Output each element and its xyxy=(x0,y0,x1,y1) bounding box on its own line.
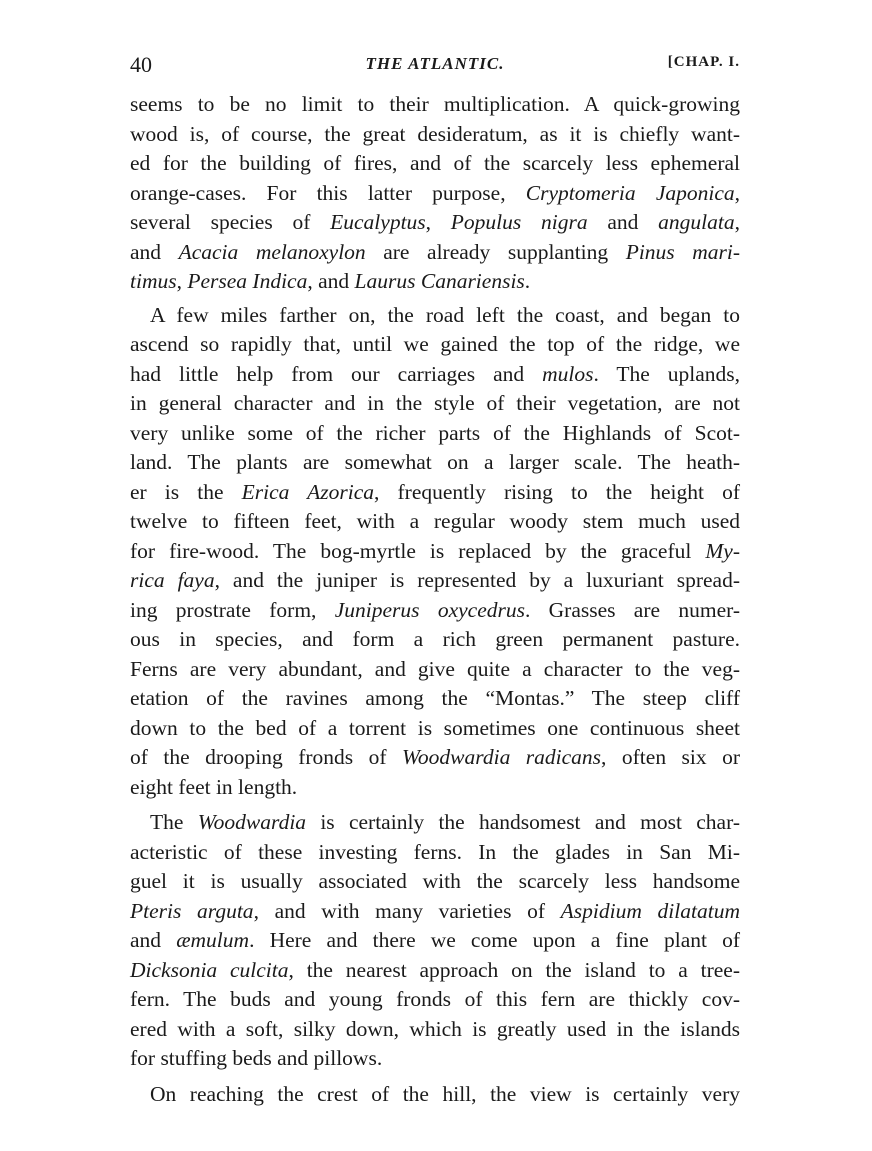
text-line: and Acacia melanoxylon are already supplanting Pinus mari- xyxy=(130,239,740,264)
text-line: guel it is usually associated with the scarcely less handsome xyxy=(130,869,740,893)
text-line: ascend so rapidly that, until we gained the top of the ridge, we xyxy=(130,332,740,356)
text-line: orange-cases. For this latter purpose, Cryptomeria Japonica, xyxy=(130,180,740,205)
text-line: acteristic of these investing ferns. In the glades in San Mi- xyxy=(130,839,740,864)
text-line: down to the bed of a torrent is sometimes one continuous sheet xyxy=(130,715,740,740)
text-line: wood is, of course, the great desideratum, as it is chiefly want- xyxy=(130,121,740,146)
text-line: ed for the building of fires, and of the scarcely less ephemeral xyxy=(130,151,740,175)
text-line: several species of Eucalyptus, Populus nigra and angulata, xyxy=(130,210,740,234)
text-line: seems to be no limit to their multiplication. A quick-growing xyxy=(130,92,740,116)
text-line: eight feet in length. xyxy=(130,774,298,799)
text-line: On reaching the crest of the hill, the view is certainly very xyxy=(150,1081,740,1106)
text-line: and æmulum. Here and there we come upon a fine plant of xyxy=(130,928,741,952)
chapter-marker: [CHAP. I. xyxy=(667,54,740,70)
text-line: Pteris arguta, and with many varieties of Aspidium dilatatum xyxy=(130,898,740,923)
text-line: land. The plants are somewhat on a larger scale. The heath- xyxy=(130,450,740,474)
text-line: ous in species, and form a rich green permanent pasture. xyxy=(130,627,740,651)
text-line: very unlike some of the richer parts of the Highlands of Scot- xyxy=(130,420,740,445)
text-line: of the drooping fronds of Woodwardia radicans, often six or xyxy=(130,745,740,769)
text-line: twelve to fifteen feet, with a regular woody stem much used xyxy=(130,509,740,533)
text-line: Ferns are very abundant, and give quite a character to the veg- xyxy=(130,656,740,681)
text-line: for fire-wood. The bog-myrtle is replaced by the graceful My- xyxy=(130,538,740,563)
running-header xyxy=(130,52,740,80)
page-number: 40 xyxy=(130,52,152,77)
running-title: THE ATLANTIC. xyxy=(365,54,505,73)
text-line: had little help from our carriages and mulos. The uplands, xyxy=(130,361,741,386)
text-line: ing prostrate form, Juniperus oxycedrus. Grasses are numer- xyxy=(130,597,740,622)
text-line: A few miles farther on, the road left the coast, and began to xyxy=(150,302,740,327)
text-line: timus, Persea Indica, and Laurus Canariensis. xyxy=(130,269,531,293)
paragraph-2 xyxy=(130,301,740,803)
text-line: Dicksonia culcita, the nearest approach on the island to a tree- xyxy=(130,957,741,982)
text-line: er is the Erica Azorica, frequently rising to the height of xyxy=(130,479,741,504)
body-text xyxy=(130,90,740,1109)
text-line: in general character and in the style of their vegetation, are not xyxy=(130,391,740,415)
text-line: The Woodwardia is certainly the handsomest and most char- xyxy=(150,810,740,834)
paragraph-3 xyxy=(130,808,740,1074)
paragraph-4 xyxy=(130,1080,740,1110)
text-line: ered with a soft, silky down, which is greatly used in the islands xyxy=(130,1016,740,1041)
paragraph-1 xyxy=(130,90,740,297)
text-line: for stuffing beds and pillows. xyxy=(130,1046,383,1070)
text-line: etation of the ravines among the “Montas.” The steep cliff xyxy=(130,686,740,710)
text-line: rica faya, and the juniper is represented by a luxuriant spread- xyxy=(130,568,740,592)
text-line: fern. The buds and young fronds of this fern are thickly cov- xyxy=(130,987,740,1011)
